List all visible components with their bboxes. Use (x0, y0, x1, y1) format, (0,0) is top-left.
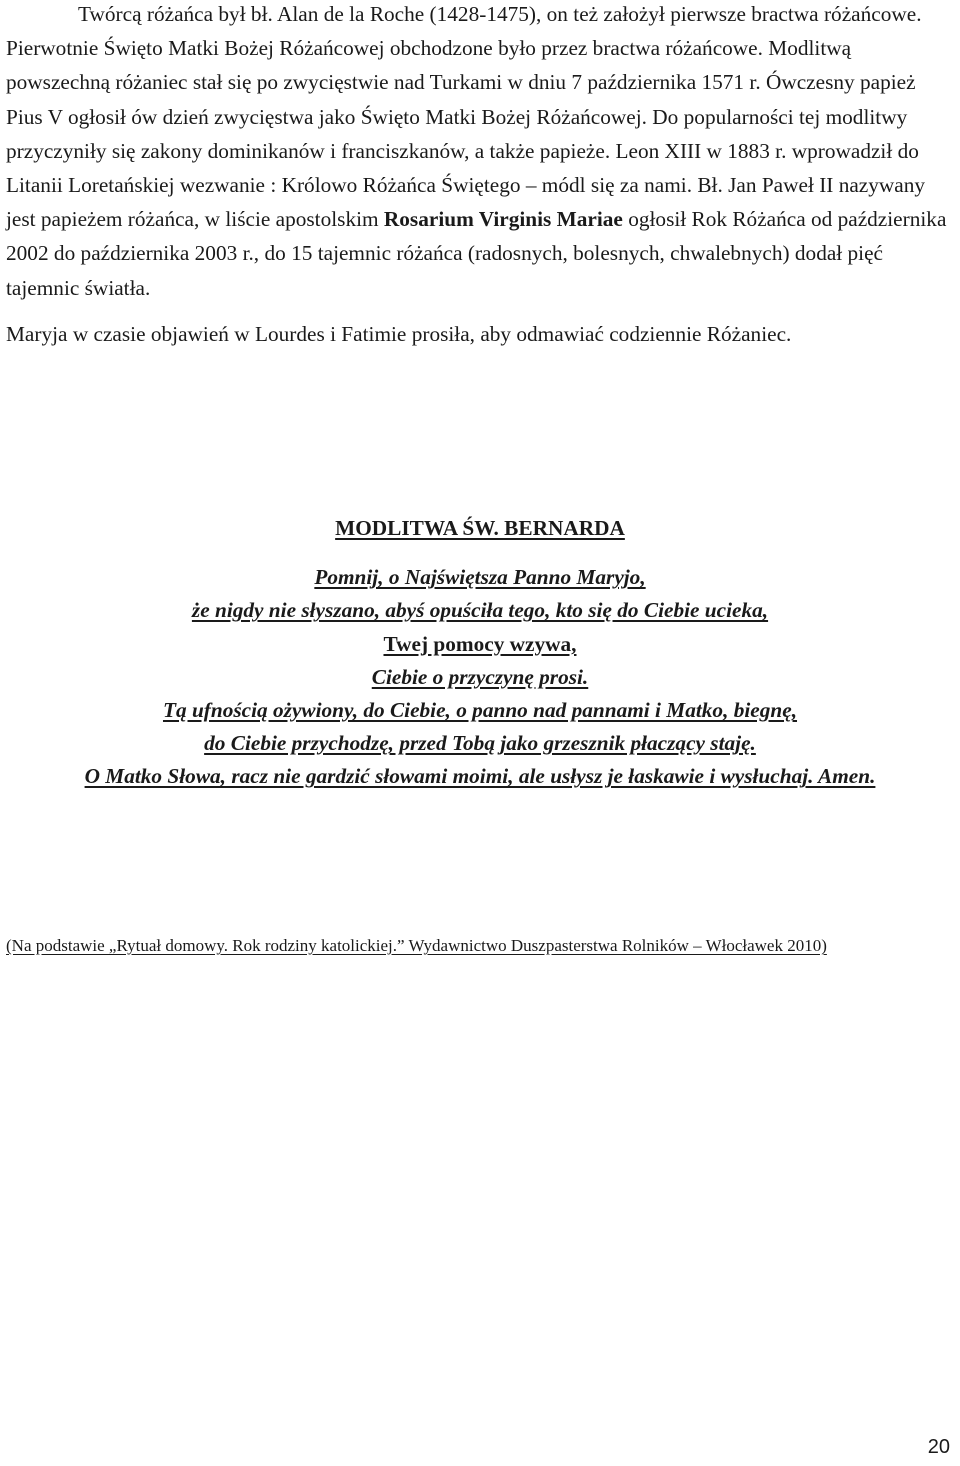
history-section (6, 0, 951, 351)
prayer-line: Tą ufnością ożywiony, do Ciebie, o panno nad pannami i Matko, biegnę, (162, 698, 798, 723)
source-citation: (Na podstawie „Rytuał domowy. Rok rodziny katolickiej.” Wydawnictwo Duszpasterstwa Rolników – Włocławek 2010) (6, 936, 827, 955)
prayer-line: Ciebie o przyczynę prosi. (371, 664, 589, 689)
encyclical-title: Rosarium Virginis Mariae (383, 207, 623, 232)
prayer-title: MODLITWA ŚW. BERNARDA (335, 516, 625, 540)
page-number: 20 (927, 1436, 950, 1458)
history-paragraph-1 (6, 0, 951, 305)
prayer-line: Twej pomocy wzywa, (383, 631, 577, 656)
prayer-lines (0, 561, 960, 793)
prayer-line: do Ciebie przychodzę, przed Tobą jako grzesznik płaczący staję. (204, 731, 756, 756)
prayer-line: O Matko Słowa, racz nie gardzić słowami moimi, ale usłysz je łaskawie i wysłuchaj. Amen. (84, 764, 876, 789)
history-text-b: ogłosił Rok Różańca od października 2002 do października 2003 r., do 15 tajemnic różańca (radosnych, bolesnych, chwalebnych) dodał pięć tajemnic światła. (6, 207, 947, 300)
history-paragraph-2: Maryja w czasie objawień w Lourdes i Fatimie prosiła, aby odmawiać codziennie Różaniec. (6, 321, 792, 346)
history-text-a: Twórcą różańca był bł. Alan de la Roche (1428-1475), on też założył pierwsze bractwa różańcowe. Pierwotnie Święto Matki Bożej Różańcowej obchodzone było przez bractwa różańcowe. Modlitwą powszechną różaniec stał się po zwycięstwie nad Turkami w dniu 7 października 1571 r. Ówczesny papież Pius V ogłosił ów dzień zwycięstwa jako Święto Matki Bożej Różańcowej. Do popularności tej modlitwy przyczyniły się zakony dominikanów i franciszkanów, a także papieże. Leon XIII w 1883 r. wprowadził do Litanii Loretańskiej wezwanie : Królowo Różańca Świętego – módl się za nami. Bł. Jan Paweł II nazywany jest papieżem różańca, w liście apostolskim (6, 2, 926, 232)
prayer-line: Pomnij, o Najświętsza Panno Maryjo, (314, 565, 646, 590)
prayer-section (0, 512, 960, 794)
prayer-line: że nigdy nie słyszano, abyś opuściła tego, kto się do Ciebie ucieka, (191, 598, 769, 623)
